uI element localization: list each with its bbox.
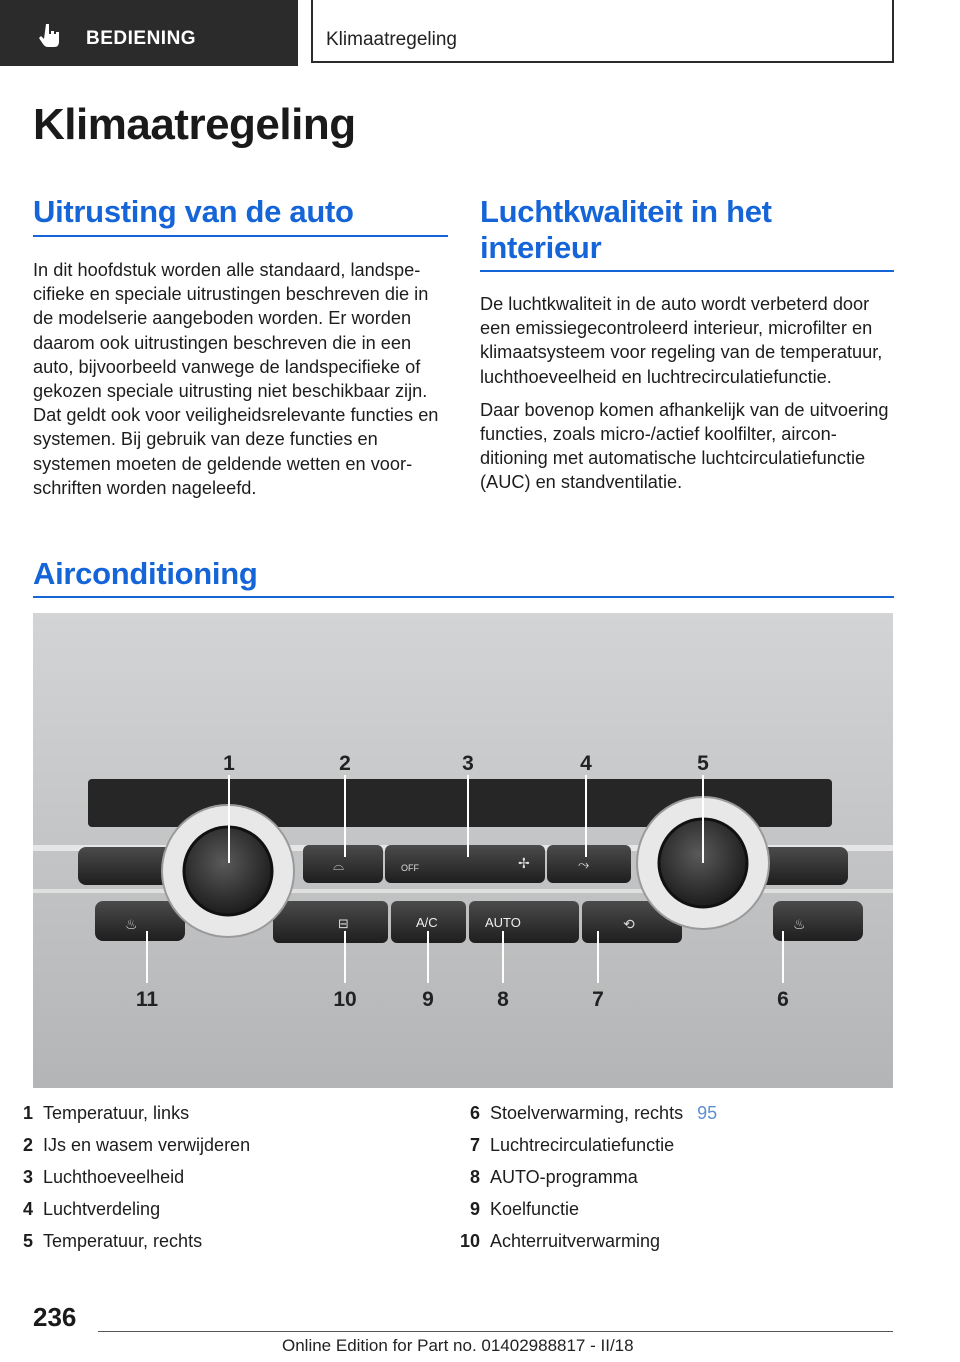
edition-text: Online Edition for Part no. 01402988817 - II/18 bbox=[282, 1336, 634, 1355]
legend-number: 2 bbox=[22, 1135, 33, 1155]
heading-airconditioning: Airconditioning bbox=[33, 556, 258, 591]
recirculation-icon: ⟲ bbox=[623, 917, 635, 933]
callout-11: 11 bbox=[135, 988, 159, 1011]
equipment-text bbox=[33, 258, 451, 509]
legend-text: Stoelverwarming, rechts bbox=[490, 1103, 684, 1123]
page-title: Klimaatregeling bbox=[33, 100, 356, 149]
seat-heat-left-icon: ♨ bbox=[125, 917, 138, 933]
legend-item bbox=[0, 1129, 440, 1161]
callout-5: 5 bbox=[697, 752, 709, 775]
legend-item bbox=[448, 1129, 898, 1161]
heading-rule bbox=[33, 235, 448, 237]
legend-text: Luchtverdeling bbox=[43, 1199, 161, 1219]
seat-heat-right-icon: ♨ bbox=[793, 917, 806, 933]
legend-item bbox=[0, 1193, 440, 1225]
legend-text: Koelfunctie bbox=[490, 1199, 580, 1219]
pointing-hand-icon bbox=[38, 22, 64, 48]
climate-panel-illustration bbox=[33, 613, 893, 1088]
equipment-paragraph: In dit hoofdstuk worden alle standaard, landspecifieke en speciale uitrustingen beschreven die in de modelserie aangeboden worden. Er worden daarom ook uitrustingen beschreven die in een auto, bijvoorbeeld vanwege de landspecifieke of gekozen speciale uitrusting niet beschikbaar zijn. Dat geldt ook voor veiligheidsrelevante functies en systemen. Bij gebruik van deze functies en systemen moeten de geldende wetten en voorschriften worden nageleefd. bbox=[33, 260, 439, 498]
legend-text: IJs en wasem verwijderen bbox=[43, 1135, 251, 1155]
heading-rule bbox=[33, 596, 894, 598]
legend-number: 3 bbox=[22, 1167, 33, 1187]
seat-heat-right-button bbox=[773, 901, 863, 941]
legend-number: 4 bbox=[22, 1199, 33, 1219]
legend-number: 6 bbox=[469, 1103, 480, 1123]
footer-rule bbox=[98, 1331, 893, 1332]
breadcrumb[interactable] bbox=[311, 0, 894, 63]
legend-number: 7 bbox=[469, 1135, 480, 1155]
air-distribution-icon: ⤳ bbox=[578, 857, 590, 873]
breadcrumb-label: Klimaatregeling bbox=[326, 29, 457, 50]
off-label: OFF bbox=[401, 863, 419, 873]
legend-item bbox=[0, 1097, 440, 1129]
callout-8: 8 bbox=[497, 988, 509, 1011]
air-quality-text bbox=[480, 292, 898, 504]
legend-text: AUTO-programma bbox=[490, 1167, 638, 1187]
legend-text: Achterruitverwarming bbox=[490, 1231, 661, 1251]
legend-right bbox=[448, 1097, 898, 1257]
legend-item bbox=[448, 1225, 898, 1257]
legend-text: Luchthoeveelheid bbox=[43, 1167, 185, 1187]
section-label: BEDIENING bbox=[86, 28, 197, 49]
legend-text: Luchtrecirculatiefunctie bbox=[490, 1135, 675, 1155]
legend-number: 5 bbox=[22, 1231, 33, 1251]
climate-control-photo bbox=[33, 613, 893, 1088]
ac-label: A/C bbox=[416, 915, 438, 930]
callout-1: 1 bbox=[223, 752, 235, 775]
legend-item bbox=[0, 1161, 440, 1193]
legend-left bbox=[0, 1097, 440, 1257]
rear-defrost-button bbox=[273, 901, 388, 943]
air-quality-paragraph-1: De luchtkwaliteit in de auto wordt verbeterd door een emissiegecontroleerd interieur, microfilter en klimaatsysteem voor regeling van de temperatuur, luchthoeveelheid en luchtrecirculatiefunctie. bbox=[480, 294, 883, 387]
auto-label: AUTO bbox=[485, 915, 521, 930]
legend-text: Temperatuur, links bbox=[43, 1103, 190, 1123]
callout-9: 9 bbox=[422, 988, 434, 1011]
legend-number: 1 bbox=[22, 1103, 33, 1123]
heading-air-quality: Luchtkwaliteit in het interieur bbox=[480, 194, 772, 265]
rear-defrost-icon: ⊟ bbox=[338, 917, 349, 932]
page-reference-link[interactable]: 95 bbox=[697, 1103, 718, 1123]
fan-icon: ✢ bbox=[518, 856, 530, 872]
legend-number: 9 bbox=[469, 1199, 480, 1219]
legend-text: Temperatuur, rechts bbox=[43, 1231, 203, 1251]
page-number: 236 bbox=[33, 1302, 77, 1332]
heading-equipment: Uitrusting van de auto bbox=[33, 194, 354, 229]
legend-item bbox=[448, 1193, 898, 1225]
section-tab[interactable] bbox=[0, 0, 298, 66]
callout-6: 6 bbox=[777, 988, 789, 1011]
heading-rule bbox=[480, 270, 894, 272]
callout-4: 4 bbox=[580, 752, 592, 775]
legend-item bbox=[448, 1161, 898, 1193]
callout-3: 3 bbox=[462, 752, 474, 775]
callout-7: 7 bbox=[592, 988, 604, 1011]
callout-2: 2 bbox=[339, 752, 351, 775]
defrost-icon: ⌓ bbox=[333, 858, 345, 874]
legend-number: 8 bbox=[469, 1167, 480, 1187]
legend-item bbox=[0, 1225, 440, 1257]
air-quality-paragraph-2: Daar bovenop komen afhankelijk van de uitvoering functies, zoals micro-/actief koolfilter, airconditioning met automatische luchtcirculatiefunctie (AUC) en standventilatie. bbox=[480, 399, 889, 493]
legend-number: 10 bbox=[459, 1231, 480, 1251]
legend-item bbox=[448, 1097, 898, 1129]
callout-10: 10 bbox=[333, 988, 357, 1011]
